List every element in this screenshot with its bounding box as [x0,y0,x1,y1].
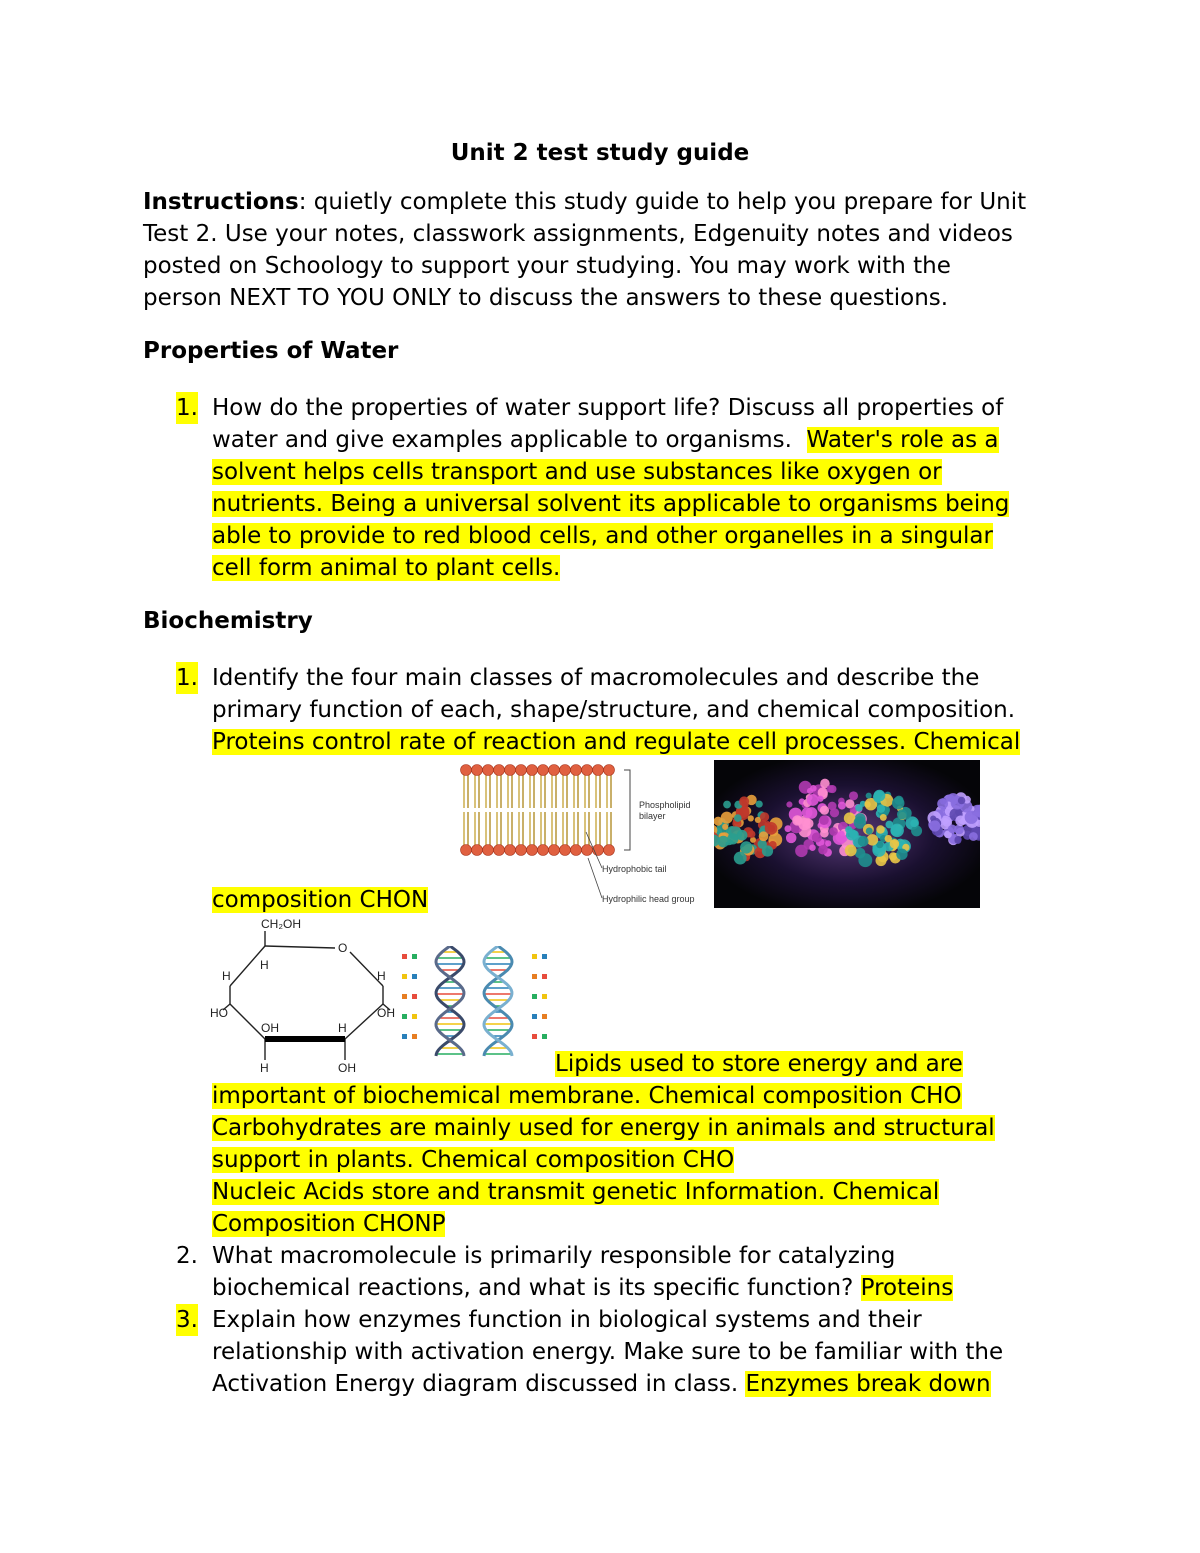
section-heading-water: Properties of Water [143,338,399,364]
bilayer-label-2: bilayer [639,811,666,821]
proteins-answer: Proteins control rate of reaction and regulate cell processes. Chemical [212,729,1021,755]
hydrophilic-head-label: Hydrophilic head group [602,894,695,904]
biochem-answer-line-6 [212,1144,734,1176]
water-answer-line-3 [212,488,1009,520]
glucose-oh-3: OH [338,1061,356,1074]
biochem-q2-text: biochemical reactions, and what is its specific function? [212,1275,854,1301]
carbohydrates-composition: support in plants. Chemical composition CHO [212,1147,735,1173]
water-answer-line-5 [212,552,560,584]
instructions-line-3: posted on Schoology to support your studying. You may work with the [143,253,951,279]
water-answer-3: nutrients. Being a universal solvent its applicable to organisms being [212,491,1010,517]
lipids-answer: Lipids used to store energy and are [555,1051,963,1077]
glucose-h-2: H [222,969,231,983]
water-q1-text: water and give examples applicable to organisms. [212,427,792,453]
instructions-line-4: person NEXT TO YOU ONLY to discuss the answers to these questions. [143,285,949,311]
biochem-q2-line-2 [212,1272,953,1304]
biochem-q3-line-1: Explain how enzymes function in biological systems and their [212,1307,922,1333]
phospholipid-bilayer-image [456,760,706,912]
glucose-h-5: H [260,1061,269,1074]
biochem-answer-line-8 [212,1208,445,1240]
glucose-oh-1: OH [377,1006,395,1020]
water-answer-5: cell form animal to plant cells. [212,555,561,581]
biochem-q3-line-2: relationship with activation energy. Make sure to be familiar with the [212,1339,1004,1365]
nucleic-acids-answer: Nucleic Acids store and transmit genetic Information. Chemical [212,1179,940,1205]
biochem-answer-line-4 [212,1080,962,1112]
biochem-answer-line-5 [212,1112,995,1144]
water-q1-line-2 [212,424,999,456]
water-answer-2: solvent helps cells transport and use substances like oxygen or [212,459,942,485]
biochem-q1-line-2: primary function of each, shape/structure, and chemical composition. [212,697,1016,723]
protein-structure-image [714,760,980,908]
water-q1-number: 1. [176,392,198,424]
glucose-h-3: H [377,969,386,983]
instructions-line-2: Test 2. Use your notes, classwork assignments, Edgenuity notes and videos [143,221,1013,247]
water-answer-1: Water's role as a [806,427,999,453]
biochem-q3-number: 3. [176,1304,198,1336]
biochem-q2-line-1: What macromolecule is primarily responsible for catalyzing [212,1243,896,1269]
dna-helix-image [398,946,556,1058]
carbohydrates-answer: Carbohydrates are mainly used for energy in animals and structural [212,1115,995,1141]
glucose-oh-2: OH [261,1021,279,1035]
glucose-ch2oh: CH₂OH [261,917,301,931]
instructions-text-1: : quietly complete this study guide to help you prepare for Unit [298,189,1027,215]
water-answer-line-2 [212,456,942,488]
hydrophobic-tail-label: Hydrophobic tail [602,864,667,874]
biochem-q1-number: 1. [176,662,198,694]
water-answer-4: able to provide to red blood cells, and other organelles in a singular [212,523,993,549]
water-answer-line-4 [212,520,993,552]
glucose-ring-o: O [338,941,348,955]
biochem-q1-line-1: Identify the four main classes of macromolecules and describe the [212,665,980,691]
nucleic-acids-composition: Composition CHONP [212,1211,446,1237]
biochem-answer-line-7 [212,1176,939,1208]
biochem-q2-number: 2. [176,1243,198,1269]
biochem-q2-answer: Proteins [860,1275,954,1301]
glucose-ho: HO [210,1006,228,1020]
biochem-q3-answer: Enzymes break down [745,1371,991,1397]
bilayer-label-1: Phospholipid [639,800,691,810]
proteins-composition: composition CHON [212,887,429,913]
biochem-answer-line-2 [212,884,428,916]
page-title: Unit 2 test study guide [450,140,750,166]
instructions-line-1 [143,186,1026,218]
glucose-h-4: H [338,1021,347,1035]
biochem-answer-line-1 [212,726,1020,758]
section-heading-biochemistry: Biochemistry [143,608,313,634]
water-q1-line-1: How do the properties of water support life? Discuss all properties of [212,395,1004,421]
biochem-q3-line-3 [212,1368,991,1400]
lipids-composition: important of biochemical membrane. Chemical composition CHO [212,1083,962,1109]
biochem-q3-text: Activation Energy diagram discussed in class. [212,1371,739,1397]
glucose-h-1: H [260,958,269,972]
biochem-answer-line-3 [212,1048,963,1080]
instructions-label: Instructions [143,189,299,215]
